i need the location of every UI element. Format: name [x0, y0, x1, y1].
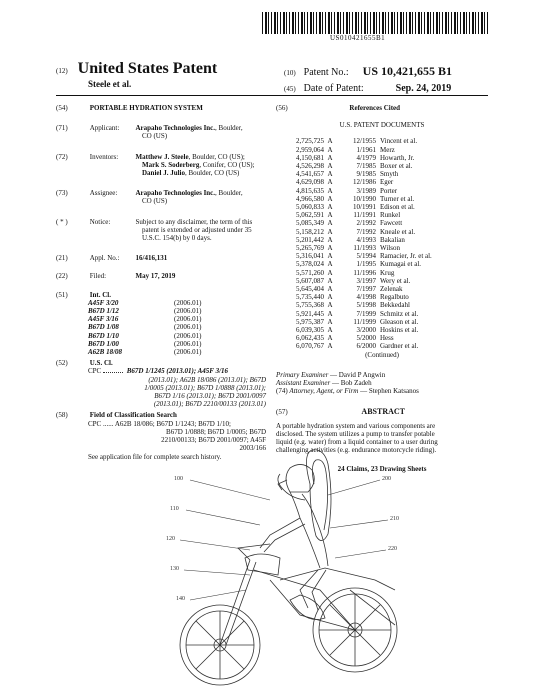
reference-date: 10/1991	[353, 203, 376, 212]
svg-text:130: 130	[170, 566, 179, 572]
reference-name: Ramacier, Jr. et al.	[380, 252, 432, 261]
patent-number: US 10,421,655 B1	[362, 64, 453, 78]
reference-no: 6,039,305	[296, 326, 324, 335]
reference-no: 5,755,368	[296, 301, 324, 310]
reference-row	[276, 277, 488, 285]
intcl-item	[56, 307, 266, 315]
reference-date: 2/1992	[356, 219, 376, 228]
reference-no: 5,921,445	[296, 309, 324, 318]
right-column	[276, 104, 488, 473]
reference-date: 7/1997	[356, 285, 376, 294]
appl-label: Appl. No.:	[89, 254, 120, 263]
intcl-item	[56, 348, 266, 356]
appl-number: 16/416,131	[135, 254, 168, 263]
reference-row	[276, 318, 488, 326]
code-45: (45)	[284, 85, 296, 93]
field-cpc-line-3: 2210/00133; B67D 2001/0097; A45F	[161, 436, 266, 445]
intcl-class: B67D 1/00	[88, 339, 119, 348]
inventor-3-location: , Boulder, CO (US)	[184, 169, 240, 178]
refs-code: (56)	[276, 104, 288, 112]
reference-no: 5,201,442	[296, 235, 324, 244]
reference-no: 4,629,098	[296, 178, 324, 187]
inventors-label: Inventors:	[89, 152, 119, 161]
reference-k: A	[327, 137, 333, 146]
reference-k: A	[327, 194, 333, 203]
title-code: (54)	[56, 104, 68, 112]
filed-code: (22)	[56, 272, 68, 281]
reference-date: 11/1993	[353, 244, 376, 253]
reference-no: 5,571,260	[296, 268, 324, 277]
inventor-3-row	[56, 169, 266, 177]
abstract-code: (57)	[276, 407, 288, 416]
reference-k: A	[327, 211, 333, 220]
reference-name: Gleason et al.	[380, 317, 419, 326]
patent-date: Sep. 24, 2019	[395, 83, 452, 94]
reference-k: A	[327, 317, 333, 326]
barcode	[262, 12, 488, 34]
reference-row	[276, 326, 488, 334]
reference-no: 5,265,769	[296, 244, 324, 253]
reference-no: 5,645,404	[296, 285, 324, 294]
code-12: (12)	[56, 67, 68, 75]
left-column	[56, 104, 266, 461]
inventors-code: (72)	[56, 152, 68, 161]
reference-date: 4/1979	[356, 153, 376, 162]
reference-k: A	[327, 293, 333, 302]
intcl-item	[56, 340, 266, 348]
svg-text:140: 140	[176, 596, 185, 602]
patent-header-left	[56, 60, 217, 78]
reference-name: Bekkedahl	[380, 301, 410, 310]
reference-row	[276, 293, 488, 301]
reference-name: Boxer et al.	[380, 162, 413, 171]
cpc-line-3: 1/0005 (2013.01); B67D 1/0888 (2013.01);	[144, 383, 266, 392]
cpc-line-2: (2013.01); A62B 18/086 (2013.01); B67D	[148, 375, 266, 384]
inventor-2: Mark S. Soderberg	[142, 160, 200, 169]
uscl-label: U.S. Cl.	[89, 359, 113, 368]
reference-no: 4,966,580	[296, 194, 324, 203]
reference-row	[276, 244, 488, 252]
intcl-item	[56, 299, 266, 307]
reference-date: 12/1986	[353, 178, 376, 187]
reference-k: A	[327, 170, 333, 179]
intcl-row	[56, 291, 266, 299]
filed-date: May 17, 2019	[135, 272, 176, 281]
reference-k: A	[327, 227, 333, 236]
date-label: Date of Patent:	[303, 83, 364, 94]
intcl-item	[56, 323, 266, 331]
reference-row	[276, 252, 488, 260]
filed-row	[56, 272, 266, 280]
claims-summary: 24 Claims, 23 Drawing Sheets	[337, 464, 427, 473]
reference-row	[276, 146, 488, 154]
barcode-number: US010421655B1	[330, 34, 386, 42]
reference-name: Vincent et al.	[380, 137, 418, 146]
reference-row	[276, 170, 488, 178]
reference-date: 4/1998	[356, 293, 376, 302]
assignee-label: Assignee:	[89, 189, 118, 198]
svg-text:220: 220	[388, 546, 397, 552]
reference-date: 1/1961	[356, 145, 376, 154]
reference-no: 4,150,681	[296, 153, 324, 162]
assignee-row	[56, 189, 266, 197]
reference-k: A	[327, 235, 333, 244]
reference-name: Smyth	[380, 170, 399, 179]
intcl-version: (2006.01)	[174, 331, 202, 340]
reference-name: Kneale et al.	[380, 227, 416, 236]
intcl-version: (2006.01)	[174, 348, 202, 357]
reference-name: Turner et al.	[380, 194, 415, 203]
field-label: Field of Classification Search	[89, 411, 177, 420]
applicant-code: (71)	[56, 124, 68, 133]
reference-date: 11/1996	[353, 268, 376, 277]
reference-row	[276, 203, 488, 211]
reference-name: Howarth, Jr.	[380, 153, 415, 162]
representative-drawing	[150, 440, 420, 695]
abstract-line-3: liquid (e.g. water) from a liquid container to a user during	[276, 438, 438, 447]
reference-date: 7/1985	[356, 162, 376, 171]
assignee-location-2: CO (US)	[142, 197, 168, 206]
reference-row	[276, 211, 488, 219]
intcl-version: (2006.01)	[174, 315, 202, 324]
reference-row	[276, 195, 488, 203]
reference-row	[276, 285, 488, 293]
reference-date: 6/2000	[356, 342, 376, 351]
intcl-class: B67D 1/10	[88, 331, 119, 340]
reference-date: 1/1995	[356, 260, 376, 269]
inventor-2-row	[56, 161, 266, 169]
abstract-title: ABSTRACT	[361, 406, 405, 416]
reference-name: Fawcett	[380, 219, 403, 228]
reference-name: Edison et al.	[380, 203, 415, 212]
inventor-1-location: , Boulder, CO (US);	[188, 152, 245, 161]
reference-k: A	[327, 145, 333, 154]
reference-row	[276, 187, 488, 195]
reference-no: 4,526,298	[296, 162, 324, 171]
reference-k: A	[327, 276, 333, 285]
reference-row	[276, 342, 488, 350]
field-row	[56, 411, 266, 419]
reference-row	[276, 310, 488, 318]
reference-row	[276, 178, 488, 186]
cpc-row	[56, 367, 266, 375]
abstract-header	[276, 408, 488, 416]
svg-text:200: 200	[382, 476, 391, 482]
reference-k: A	[327, 301, 333, 310]
header-rule	[56, 95, 488, 96]
reference-name: Regalbuto	[380, 293, 409, 302]
inventor-3: Daniel J. Julio	[142, 169, 185, 178]
title-row	[56, 104, 266, 112]
reference-name: Gardner et al.	[380, 342, 419, 351]
cpc-line-5: (2013.01); B67D 2210/00133 (2013.01)	[153, 400, 266, 409]
inventor-short: Steele et al.	[88, 79, 132, 89]
patent-no-label: Patent No.:	[303, 67, 349, 78]
invention-title: PORTABLE HYDRATION SYSTEM	[89, 104, 203, 112]
reference-date: 11/1999	[353, 317, 376, 326]
reference-name: Hoskins et al.	[380, 326, 419, 335]
reference-k: A	[327, 252, 333, 261]
reference-k: A	[327, 326, 333, 335]
rider-figure	[260, 464, 328, 610]
inventors-row	[56, 153, 266, 161]
reference-date: 12/1955	[353, 137, 376, 146]
reference-row	[276, 154, 488, 162]
reference-no: 5,062,591	[296, 211, 324, 220]
reference-row	[276, 162, 488, 170]
reference-k: A	[327, 153, 333, 162]
code-10: (10)	[284, 69, 296, 77]
assistant-examiner	[276, 379, 488, 387]
abstract-line-2: disclosed. The system utilizes a pump to transfer potable	[276, 429, 435, 438]
reference-date: 5/1998	[356, 301, 376, 310]
field-cpc-line-2: B67D 1/0888; B67D 1/0005; B67D	[166, 427, 266, 436]
intcl-class: A45F 3/16	[88, 315, 119, 324]
reference-k: A	[327, 268, 333, 277]
reference-k: A	[327, 186, 333, 195]
reference-k: A	[327, 260, 333, 269]
reference-k: A	[327, 203, 333, 212]
reference-name: Porter	[380, 186, 398, 195]
abstract-line-4: challenging activities (e.g. endurance motorcycle riding).	[276, 446, 437, 455]
reference-name: Runkel	[380, 211, 401, 220]
see-application: See application file for complete search history.	[88, 452, 222, 461]
intcl-class: A62B 18/08	[88, 348, 123, 357]
reference-date: 3/1989	[356, 186, 376, 195]
reference-row	[276, 236, 488, 244]
intcl-item	[56, 332, 266, 340]
reference-no: 4,815,635	[296, 186, 324, 195]
reference-no: 4,541,657	[296, 170, 324, 179]
notice-line-1: Subject to any disclaimer, the term of this	[135, 217, 253, 226]
reference-row	[276, 260, 488, 268]
uscl-code: (52)	[56, 359, 68, 368]
country-doc: United States Patent	[77, 60, 218, 77]
cpc-label: CPC	[88, 367, 102, 376]
attorney-name: — Stephen Katsanos	[358, 387, 419, 396]
applicant-location-2: CO (US)	[142, 132, 168, 141]
intcl-version: (2006.01)	[174, 339, 202, 348]
reference-row	[276, 334, 488, 342]
references-list	[276, 137, 488, 350]
assignee-name: Arapaho Technologies Inc.	[135, 189, 216, 198]
field-cpc-line-4: 2003/166	[239, 444, 266, 453]
reference-row	[276, 137, 488, 145]
abstract-line-1: A portable hydration system and various components are	[276, 421, 436, 430]
field-cpc-line-1: CPC ...... A62B 18/086; B67D 1/1243; B67D 1/10;	[88, 419, 231, 428]
reference-name: Zelenak	[380, 285, 403, 294]
primary-examiner-label: Primary Examiner	[276, 370, 329, 379]
svg-text:100: 100	[174, 476, 183, 482]
intcl-version: (2006.01)	[174, 323, 202, 332]
reference-k: A	[327, 285, 333, 294]
reference-date: 5/2000	[356, 334, 376, 343]
primary-examiner-name: — David P Angwin	[328, 370, 386, 379]
assistant-examiner-label: Assistant Examiner	[276, 379, 331, 388]
reference-row	[276, 269, 488, 277]
reference-date: 11/1991	[353, 211, 376, 220]
reference-date: 9/1985	[356, 170, 376, 179]
filed-label: Filed:	[89, 272, 107, 281]
intcl-label: Int. Cl.	[89, 290, 111, 299]
reference-k: A	[327, 334, 333, 343]
notice-code: ( * )	[56, 217, 68, 226]
attorney-row	[276, 387, 488, 395]
reference-no: 2,959,064	[296, 145, 324, 154]
intcl-list	[56, 299, 266, 356]
inventor-2-location: , Conifer, CO (US);	[199, 160, 255, 169]
reference-k: A	[327, 342, 333, 351]
applicant-label: Applicant:	[89, 124, 120, 133]
reference-name: Hess	[380, 334, 394, 343]
attorney-label: Attorney, Agent, or Firm	[289, 387, 359, 396]
patent-date-line	[284, 78, 451, 96]
reference-name: Krug	[380, 268, 395, 277]
reference-no: 5,735,440	[296, 293, 324, 302]
reference-row	[276, 219, 488, 227]
reference-k: A	[327, 178, 333, 187]
intcl-code: (51)	[56, 290, 68, 299]
reference-numerals	[166, 476, 399, 602]
reference-name: Merz	[380, 145, 395, 154]
inventor-1: Matthew J. Steele	[135, 152, 189, 161]
applicant-row	[56, 124, 266, 132]
svg-text:120: 120	[166, 536, 175, 542]
reference-name: Wery et al.	[380, 276, 411, 285]
attorney-code: (74)	[276, 387, 288, 396]
reference-date: 4/1993	[356, 235, 376, 244]
uscl-row	[56, 359, 266, 367]
svg-text:110: 110	[170, 506, 179, 512]
intcl-class: A45F 3/20	[88, 298, 119, 307]
intcl-item	[56, 315, 266, 323]
reference-row	[276, 301, 488, 309]
reference-no: 5,378,024	[296, 260, 324, 269]
reference-date: 3/1997	[356, 276, 376, 285]
assignee-location: , Boulder,	[215, 189, 243, 198]
refs-header	[276, 104, 488, 112]
notice-row	[56, 218, 266, 226]
reference-date: 7/1992	[356, 227, 376, 236]
cpc-leader	[103, 372, 123, 373]
reference-name: Schmitz et al.	[380, 309, 419, 318]
assistant-examiner-name: — Bob Zadeh	[330, 379, 372, 388]
reference-name: Eger	[380, 178, 394, 187]
svg-text:210: 210	[390, 516, 399, 522]
reference-no: 5,975,387	[296, 317, 324, 326]
applicant-name: Arapaho Technologies Inc.	[135, 124, 216, 133]
reference-k: A	[327, 219, 333, 228]
intcl-class: B67D 1/08	[88, 323, 119, 332]
reference-date: 3/2000	[356, 326, 376, 335]
continued-note: (Continued)	[365, 350, 399, 359]
intcl-version: (2006.01)	[174, 298, 202, 307]
cpc-line-4: B67D 1/16 (2013.01); B67D 2001/0097	[154, 392, 266, 401]
reference-name: Kumagai et al.	[380, 260, 422, 269]
intcl-version: (2006.01)	[174, 307, 202, 316]
field-code: (58)	[56, 411, 68, 420]
intcl-class: B67D 1/12	[88, 307, 119, 316]
notice-line-3: U.S.C. 154(b) by 0 days.	[142, 234, 212, 243]
reference-row	[276, 228, 488, 236]
reference-no: 5,158,212	[296, 227, 324, 236]
reference-no: 5,316,041	[296, 252, 324, 261]
refs-title: References Cited	[349, 104, 401, 112]
reference-no: 6,062,435	[296, 334, 324, 343]
reference-k: A	[327, 309, 333, 318]
reference-no: 5,085,349	[296, 219, 324, 228]
hydration-backpack	[278, 450, 331, 541]
reference-no: 5,060,833	[296, 203, 324, 212]
reference-no: 5,607,087	[296, 276, 324, 285]
appl-row	[56, 254, 266, 262]
reference-date: 7/1999	[356, 309, 376, 318]
applicant-location: , Boulder,	[215, 124, 243, 133]
notice-line-2: patent is extended or adjusted under 35	[142, 225, 252, 234]
reference-k: A	[327, 162, 333, 171]
appl-code: (21)	[56, 254, 68, 263]
reference-no: 6,070,767	[296, 342, 324, 351]
reference-date: 10/1990	[353, 194, 376, 203]
us-docs-title: U.S. PATENT DOCUMENTS	[339, 121, 425, 130]
reference-name: Wilson	[380, 244, 400, 253]
notice-label: Notice:	[89, 217, 111, 226]
primary-examiner	[276, 371, 488, 379]
reference-no: 2,725,725	[296, 137, 324, 146]
reference-date: 5/1994	[356, 252, 376, 261]
cpc-line-1: B67D 1/1245 (2013.01); A45F 3/16	[126, 367, 229, 376]
assignee-code: (73)	[56, 189, 68, 198]
reference-name: Bakalian	[380, 235, 405, 244]
reference-k: A	[327, 244, 333, 253]
